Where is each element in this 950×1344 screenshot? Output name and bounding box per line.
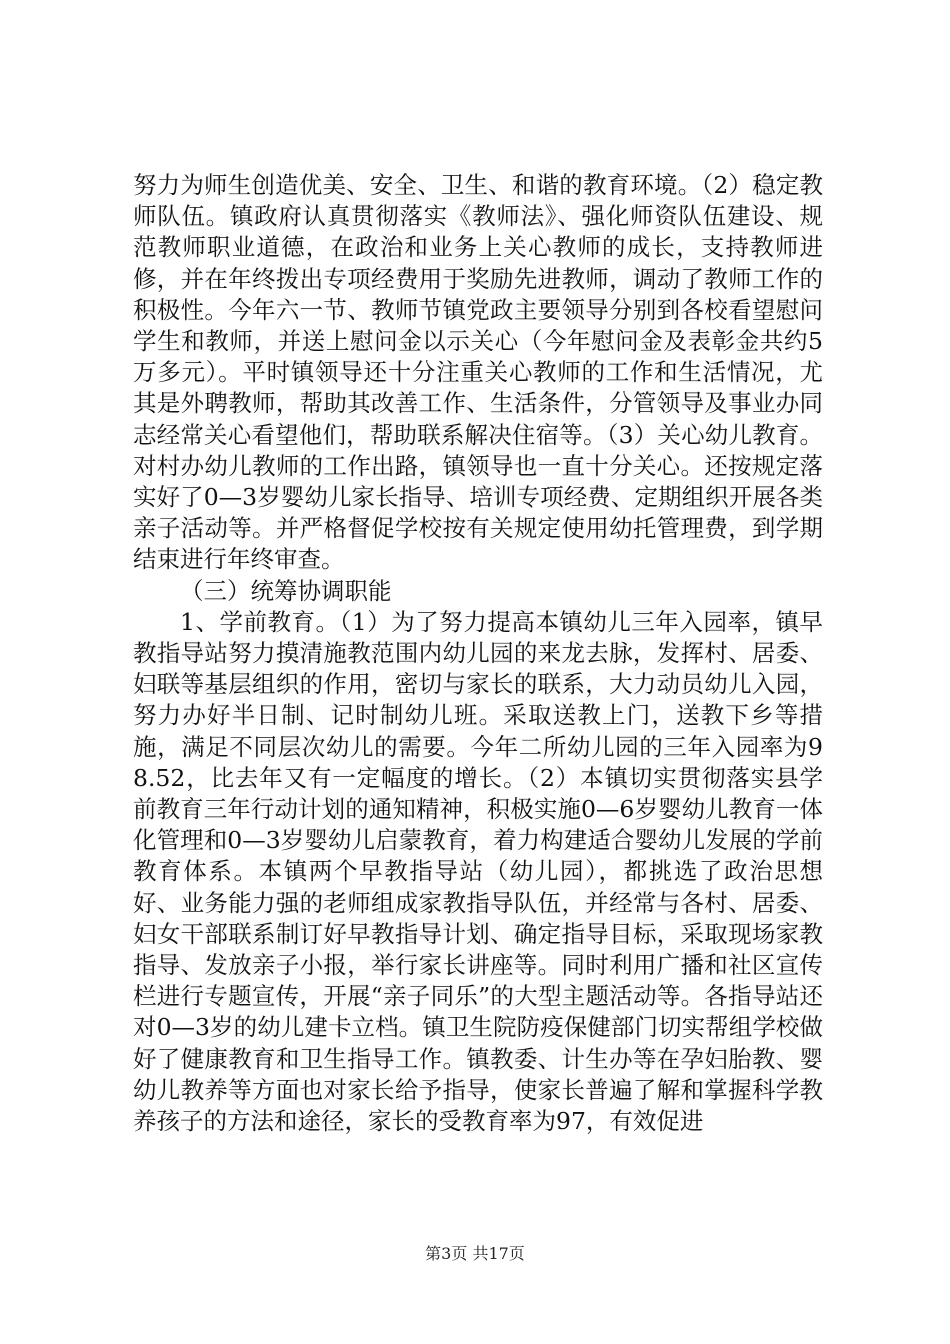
paragraph-teachers: 努力为师生创造优美、安全、卫生、和谐的教育环境。（2）稳定教师队伍。镇政府认真贯彻落实《教师法》、强化师资队伍建设、规范教师职业道德，在政治和业务上关心教师的成长，支持教师进修，并在年终拨出专项经费用于奖励先进教师，调动了教师工作的积极性。今年六一节、教师节镇党政主要领导分别到各校看望慰问学生和教师，并送上慰问金以示关心（今年慰问金及表彰金共约5万多元）。平时镇领导还十分注重关心教师的工作和生活情况，尤其是外聘教师，帮助其改善工作、生活条件，分管领导及事业办同志经常关心看望他们，帮助联系解决住宿等。（3）关心幼儿教育。对村办幼儿教师的工作出路，镇领导也一直十分关心。还按规定落实好了0—3岁婴幼儿家长指导、培训专项经费、定期组织开展各类亲子活动等。并严格督促学校按有关规定使用幼托管理费，到学期结束进行年终审查。 <box>133 171 823 574</box>
section-heading: （三）统筹协调职能 <box>180 576 392 605</box>
paragraph-preschool: 1、学前教育。（1）为了努力提高本镇幼儿三年入园率，镇早教指导站努力摸清施教范围内幼儿园的来龙去脉，发挥村、居委、妇联等基层组织的作用，密切与家长的联系，大力动员幼儿入园，努力办好半日制、记时制幼儿班。采取送教上门，送教下乡等措施，满足不同层次幼儿的需要。今年二所幼儿园的三年入园率为98.52，比去年又有一定幅度的增长。（2）本镇切实贯彻落实县学前教育三年行动计划的通知精神，积极实施0—6岁婴幼儿教育一体化管理和0—3岁婴幼儿启蒙教育，着力构建适合婴幼儿发展的学前教育体系。本镇两个早教指导站（幼儿园），都挑选了政治思想好、业务能力强的老师组成家教指导队伍，并经常与各村、居委、妇女干部联系制订好早教指导计划、确定指导目标，采取现场家教指导、发放亲子小报，举行家长讲座等。同时利用广播和社区宣传栏进行专题宣传，开展“亲子同乐”的大型主题活动等。各指导站还对0—3岁的幼儿建卡立档。镇卫生院防疫保健部门切实帮组学校做好了健康教育和卫生指导工作。镇教委、计生办等在孕妇胎教、婴幼儿教养等方面也对家长给予指导，使家长普遍了解和掌握科学教养孩子的方法和途径，家长的受教育率为97，有效促进 <box>133 607 823 1136</box>
document-body <box>133 170 823 1137</box>
page-footer: 第3页 共17页 <box>425 1244 525 1263</box>
